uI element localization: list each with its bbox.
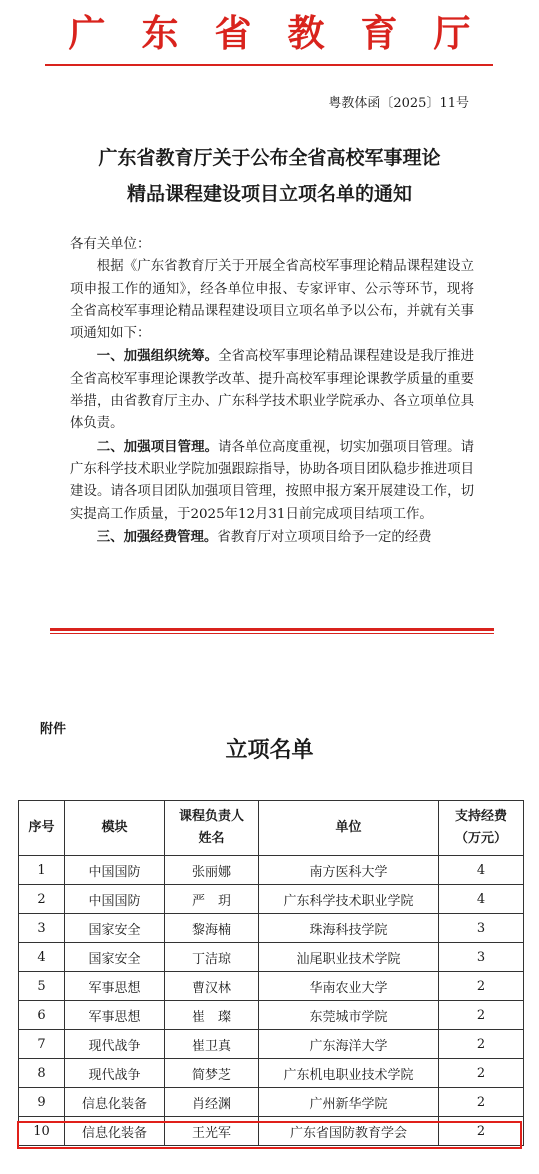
cell-fund: 3 bbox=[439, 914, 524, 943]
section-3-text: 省教育厅对立项项目给予一定的经费 bbox=[217, 529, 432, 545]
table-row bbox=[19, 914, 524, 943]
section-1-heading: 一、加强组织统筹。 bbox=[96, 348, 219, 365]
cell-fund: 2 bbox=[439, 1117, 524, 1146]
cell-module: 军事思想 bbox=[65, 1001, 165, 1030]
table-row bbox=[19, 1001, 524, 1030]
table-row bbox=[19, 972, 524, 1001]
section-3-heading: 三、加强经费管理。 bbox=[96, 528, 218, 545]
cell-module: 中国国防 bbox=[65, 885, 165, 914]
header-leader-line2: 姓名 bbox=[198, 831, 225, 846]
cell-no: 10 bbox=[19, 1117, 65, 1146]
cell-unit: 华南农业大学 bbox=[259, 972, 439, 1001]
highlight-box-row-9 bbox=[17, 1121, 522, 1149]
cell-leader: 黎海楠 bbox=[165, 914, 259, 943]
paragraph-intro: 根据《广东省教育厅关于开展全省高校军事理论精品课程建设立项申报工作的通知》，经各单位申报、专家评审、公示等环节，现将全省高校军事理论精品课程建设项目立项名单予以公布，并就有关事项通知如下： bbox=[70, 259, 474, 342]
table-row bbox=[19, 856, 524, 885]
header-leader bbox=[165, 801, 259, 856]
cell-no: 2 bbox=[19, 885, 65, 914]
salutation: 各有关单位： bbox=[70, 237, 151, 252]
document-page-2 bbox=[0, 690, 539, 1174]
cell-module: 军事思想 bbox=[65, 972, 165, 1001]
cell-unit: 珠海科技学院 bbox=[259, 914, 439, 943]
cell-no: 4 bbox=[19, 943, 65, 972]
cell-module: 国家安全 bbox=[65, 914, 165, 943]
header-fund-line1: 支持经费 bbox=[454, 809, 507, 824]
list-title: 立项名单 bbox=[225, 737, 314, 763]
cell-leader: 崔卫真 bbox=[165, 1030, 259, 1059]
cell-unit: 东莞城市学院 bbox=[259, 1001, 439, 1030]
cell-fund: 4 bbox=[439, 856, 524, 885]
table-row bbox=[19, 943, 524, 972]
cell-no: 9 bbox=[19, 1088, 65, 1117]
header-fund bbox=[439, 801, 524, 856]
cell-module: 现代战争 bbox=[65, 1059, 165, 1088]
section-3 bbox=[70, 526, 474, 549]
cell-fund: 2 bbox=[439, 1030, 524, 1059]
cell-module: 信息化装备 bbox=[65, 1088, 165, 1117]
section-2 bbox=[70, 436, 474, 526]
cell-unit: 广州新华学院 bbox=[259, 1088, 439, 1117]
cell-module: 信息化装备 bbox=[65, 1117, 165, 1146]
cell-unit: 广东科学技术职业学院 bbox=[259, 885, 439, 914]
cell-module: 国家安全 bbox=[65, 943, 165, 972]
attachment-label: 附件 bbox=[40, 722, 67, 737]
cell-no: 3 bbox=[19, 914, 65, 943]
cell-leader: 曹汉林 bbox=[165, 972, 259, 1001]
cell-leader: 简梦芝 bbox=[165, 1059, 259, 1088]
table-row bbox=[19, 1030, 524, 1059]
header-module: 模块 bbox=[65, 801, 165, 856]
section-1-text: 全省高校军事理论精品课程建设是我厅推进全省高校军事理论课教学改革、提升高校军事理论课教学质量的重要举措，由省教育厅主办、广东科学技术职业学院承办、各立项单位具体负责。 bbox=[70, 349, 475, 432]
cell-leader: 丁洁琼 bbox=[165, 943, 259, 972]
notice-title-line1: 广东省教育厅关于公布全省高校军事理论 bbox=[98, 147, 441, 169]
notice-title bbox=[0, 140, 539, 212]
table-row bbox=[19, 1059, 524, 1088]
table-header-row bbox=[19, 801, 524, 856]
cell-unit: 广东省国防教育学会 bbox=[259, 1117, 439, 1146]
cell-module: 中国国防 bbox=[65, 856, 165, 885]
cell-no: 8 bbox=[19, 1059, 65, 1088]
cell-unit: 汕尾职业技术学院 bbox=[259, 943, 439, 972]
red-rule-bottom-thin bbox=[50, 633, 494, 634]
cell-fund: 3 bbox=[439, 943, 524, 972]
cell-leader: 张丽娜 bbox=[165, 856, 259, 885]
project-list-table bbox=[18, 800, 524, 1146]
cell-unit: 广东海洋大学 bbox=[259, 1030, 439, 1059]
cell-leader: 肖经渊 bbox=[165, 1088, 259, 1117]
cell-fund: 2 bbox=[439, 1059, 524, 1088]
cell-fund: 2 bbox=[439, 972, 524, 1001]
cell-unit: 南方医科大学 bbox=[259, 856, 439, 885]
cell-unit: 广东机电职业技术学院 bbox=[259, 1059, 439, 1088]
agency-header: 广东省教育厅 bbox=[68, 11, 507, 55]
header-fund-line2: （万元） bbox=[454, 831, 507, 846]
cell-leader: 严 玥 bbox=[165, 885, 259, 914]
cell-module: 现代战争 bbox=[65, 1030, 165, 1059]
cell-leader: 王光军 bbox=[165, 1117, 259, 1146]
red-rule-bottom bbox=[50, 628, 494, 631]
cell-fund: 4 bbox=[439, 885, 524, 914]
notice-body bbox=[70, 234, 474, 549]
section-2-heading: 二、加强项目管理。 bbox=[96, 438, 219, 455]
cell-leader: 崔 璨 bbox=[165, 1001, 259, 1030]
cell-no: 7 bbox=[19, 1030, 65, 1059]
cell-no: 1 bbox=[19, 856, 65, 885]
header-leader-line1: 课程负责人 bbox=[178, 809, 244, 824]
cell-fund: 2 bbox=[439, 1088, 524, 1117]
cell-no: 6 bbox=[19, 1001, 65, 1030]
section-2-text: 请各单位高度重视，切实加强项目管理。请广东科学技术职业学院加强跟踪指导，协助各项目团队稳步推进项目建设。请各项目团队加强项目管理，按照申报方案开展建设工作，切实提高工作质量，于2025年12月31日前完成项目结项工作。 bbox=[70, 439, 475, 522]
table-row bbox=[19, 885, 524, 914]
table-row bbox=[19, 1088, 524, 1117]
notice-title-line2: 精品课程建设项目立项名单的通知 bbox=[126, 183, 412, 205]
header-unit: 单位 bbox=[259, 801, 439, 856]
doc-number: 粤教体函〔2025〕11号 bbox=[328, 96, 469, 111]
section-1 bbox=[70, 345, 474, 435]
red-rule-top bbox=[45, 64, 493, 66]
cell-fund: 2 bbox=[439, 1001, 524, 1030]
header-no: 序号 bbox=[19, 801, 65, 856]
cell-no: 5 bbox=[19, 972, 65, 1001]
